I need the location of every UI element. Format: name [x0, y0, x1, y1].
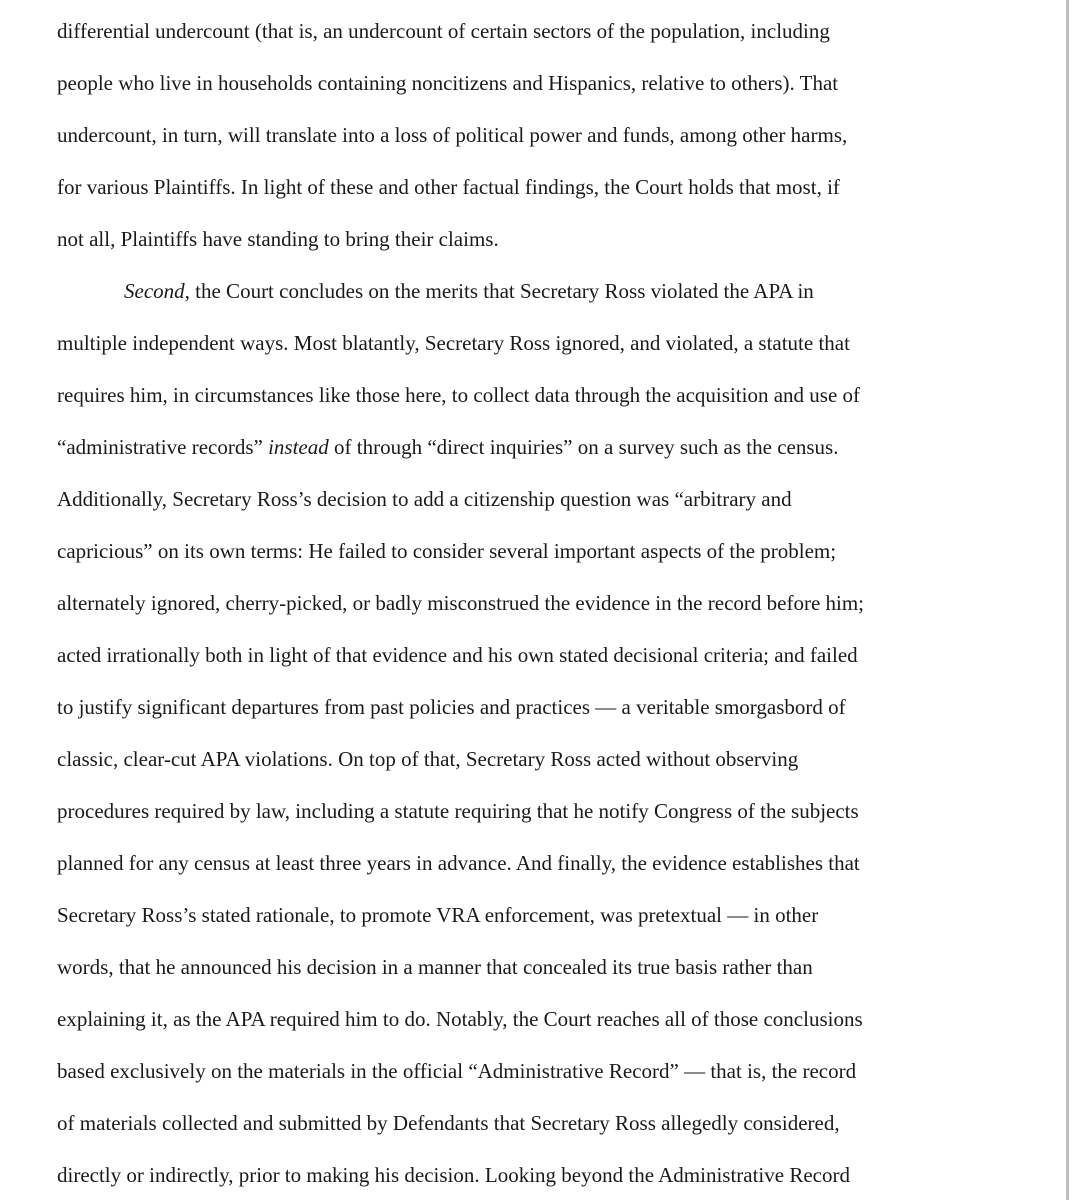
text-line: people who live in households containing noncitizens and Hispanics, relative to others). That — [57, 71, 839, 95]
text-line: to justify significant departures from past policies and practices — a veritable smorgasbord of — [57, 695, 846, 719]
text-line: differential undercount (that is, an undercount of certain sectors of the population, including — [57, 19, 830, 43]
paragraph-1 — [57, 16, 987, 276]
text-line: procedures required by law, including a statute requiring that he notify Congress of the subjects — [57, 799, 859, 823]
text-line: undercount, in turn, will translate into a loss of political power and funds, among other harms, — [57, 123, 848, 147]
document-body — [57, 16, 987, 1200]
text-line: classic, clear-cut APA violations. On top of that, Secretary Ross acted without observing — [57, 747, 799, 771]
text-line: capricious” on its own terms: He failed to consider several important aspects of the problem; — [57, 539, 837, 563]
paragraph-2 — [57, 276, 987, 1200]
text-line: Secretary Ross’s stated rationale, to promote VRA enforcement, was pretextual — in other — [57, 903, 819, 927]
italic-instead: instead — [268, 435, 329, 459]
text-line: alternately ignored, cherry-picked, or badly misconstrued the evidence in the record before him; — [57, 591, 865, 615]
text-span: “administrative records” — [57, 435, 269, 459]
text-line: Additionally, Secretary Ross’s decision to add a citizenship question was “arbitrary and — [57, 487, 792, 511]
text-line: of materials collected and submitted by Defendants that Secretary Ross allegedly considered, — [57, 1111, 840, 1135]
text-line: directly or indirectly, prior to making his decision. Looking beyond the Administrative Record — [57, 1163, 850, 1187]
text-line: planned for any census at least three years in advance. And finally, the evidence establishes that — [57, 851, 860, 875]
text-line: based exclusively on the materials in the official “Administrative Record” — that is, the record — [57, 1059, 857, 1083]
text-line: words, that he announced his decision in a manner that concealed its true basis rather than — [57, 955, 813, 979]
text-line: explaining it, as the APA required him to do. Notably, the Court reaches all of those conclusions — [57, 1007, 863, 1031]
text-line: for various Plaintiffs. In light of these and other factual findings, the Court holds that most, if — [57, 175, 840, 199]
text-line-first — [57, 276, 987, 328]
text-line-instead — [57, 432, 987, 484]
text-span: of through “direct inquiries” on a survey such as the census. — [328, 435, 839, 459]
text-line: acted irrationally both in light of that evidence and his own stated decisional criteria; and failed — [57, 643, 858, 667]
italic-second: Second — [124, 279, 185, 303]
text-span: , the Court concludes on the merits that Secretary Ross violated the APA in — [184, 279, 814, 303]
text-line: multiple independent ways. Most blatantly, Secretary Ross ignored, and violated, a statute that — [57, 331, 850, 355]
text-line: requires him, in circumstances like those here, to collect data through the acquisition and use of — [57, 383, 861, 407]
text-line: not all, Plaintiffs have standing to bring their claims. — [57, 227, 499, 251]
